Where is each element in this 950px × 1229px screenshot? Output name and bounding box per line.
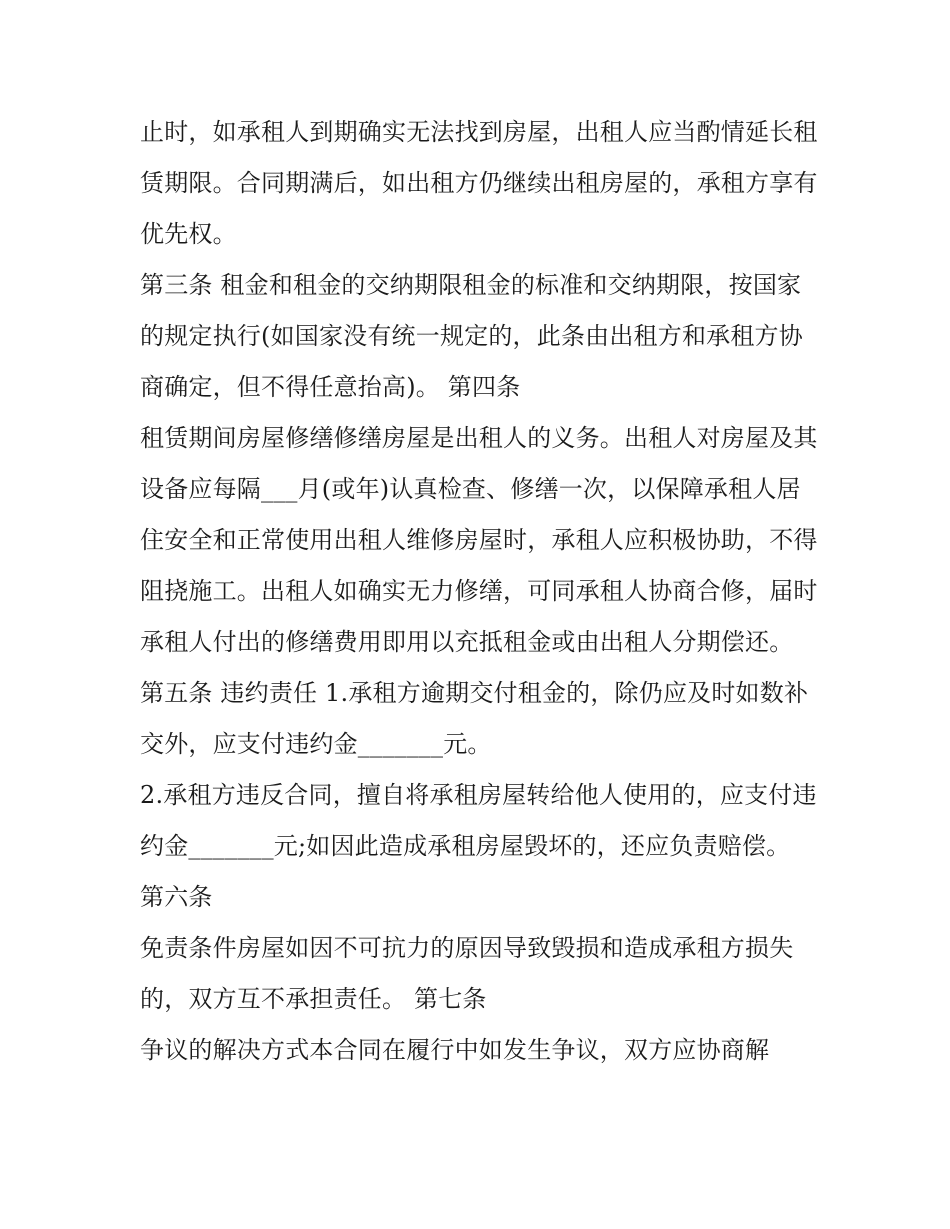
paragraph-dispute-resolution: 争议的解决方式本合同在履行中如发生争议，双方应协商解 xyxy=(140,1036,770,1064)
document-body xyxy=(140,107,820,1076)
paragraph-exemption: 免责条件房屋如因不可抗力的原因导致毁损和造成承租方损失的，双方互不承担责任。 第七条 xyxy=(140,934,794,1013)
paragraph-article-3-rent: 第三条 租金和租金的交纳期限租金的标准和交纳期限，按国家的规定执行(如国家没有统一规定的，此条由出租方和承租方协商确定，但不得任意抬高)。 第四条 xyxy=(140,271,803,401)
paragraph-lease-extension: 止时，如承租人到期确实无法找到房屋，出租人应当酌情延长租赁期限。合同期满后，如出租方仍继续出租房屋的，承租方享有优先权。 xyxy=(140,118,818,248)
paragraph-article-5-breach: 第五条 违约责任 1.承租方逾期交付租金的，除仍应及时如数补交外，应支付违约金_______元。 xyxy=(140,679,809,758)
paragraph-breach-sublet: 2.承租方违反合同，擅自将承租房屋转给他人使用的，应支付违约金_______元;如因此造成承租房屋毁坏的，还应负责赔偿。 第六条 xyxy=(140,781,817,911)
paragraph-repairs: 租赁期间房屋修缮修缮房屋是出租人的义务。出租人对房屋及其设备应每隔___月(或年)认真检查、修缮一次，以保障承租人居住安全和正常使用出租人维修房屋时，承租人应积极协助，不得阻挠施工。出租人如确实无力修缮，可同承租人协商合修，届时承租人付出的修缮费用即用以充抵租金或由出租人分期偿还。 xyxy=(140,424,818,656)
